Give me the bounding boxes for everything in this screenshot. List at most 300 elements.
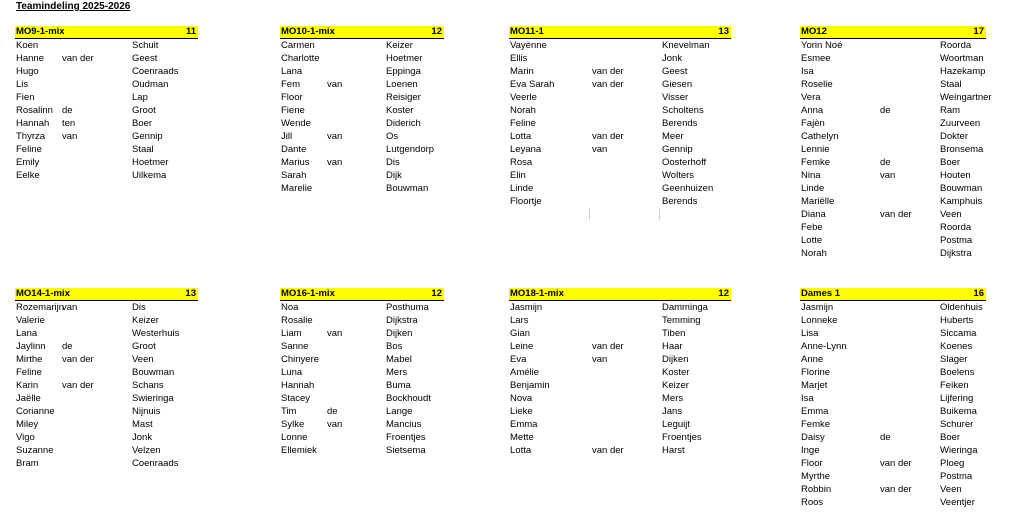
player-last-name: Staal <box>940 79 962 90</box>
player-last-name: Roorda <box>940 222 972 233</box>
player-last-name: Siccama <box>940 328 977 339</box>
team-name: MO9-1-mix <box>16 26 65 37</box>
player-last-name: Schans <box>132 380 164 391</box>
player-last-name: Westerhuis <box>132 328 180 339</box>
player-row <box>800 182 986 195</box>
player-row <box>800 392 986 405</box>
player-first-name: Stacey <box>281 393 311 404</box>
player-last-name: Hoetmer <box>132 157 169 168</box>
player-last-name: Buma <box>386 380 411 391</box>
player-last-name: Ram <box>940 105 961 116</box>
player-row <box>800 65 986 78</box>
player-last-name: Kamphuis <box>940 196 983 207</box>
team-name: MO12 <box>801 26 827 37</box>
player-tussenvoegsel: van <box>327 79 343 90</box>
player-tussenvoegsel: van der <box>880 484 912 495</box>
player-first-name: Diana <box>801 209 826 220</box>
player-row <box>15 104 198 117</box>
player-row <box>800 470 986 483</box>
player-row <box>509 314 731 327</box>
player-last-name: Mast <box>132 419 153 430</box>
player-tussenvoegsel: van der <box>62 380 94 391</box>
player-row <box>509 169 731 182</box>
player-row <box>280 52 444 65</box>
player-first-name: Robbin <box>801 484 832 495</box>
player-row <box>280 340 444 353</box>
player-first-name: Mette <box>510 432 534 443</box>
player-first-name: Rosalie <box>281 315 313 326</box>
player-first-name: Valerie <box>16 315 45 326</box>
team-player-count: 13 <box>185 288 196 299</box>
player-last-name: Koster <box>386 105 414 116</box>
player-row <box>800 314 986 327</box>
player-row <box>280 418 444 431</box>
player-row <box>800 444 986 457</box>
player-first-name: Ellemiek <box>281 445 317 456</box>
player-last-name: Diderich <box>386 118 421 129</box>
player-first-name: Amélie <box>510 367 540 378</box>
player-first-name: Lars <box>510 315 529 326</box>
player-row <box>280 78 444 91</box>
team-player-count: 12 <box>431 288 442 299</box>
team-header <box>509 288 731 301</box>
player-last-name: Tiben <box>662 328 686 339</box>
player-first-name: Cathelyn <box>801 131 839 142</box>
player-row <box>509 327 731 340</box>
player-last-name: Roorda <box>940 40 972 51</box>
player-first-name: Fem <box>281 79 300 90</box>
player-last-name: Weingartner <box>940 92 992 103</box>
player-last-name: Geest <box>132 53 158 64</box>
player-first-name: Lieke <box>510 406 533 417</box>
player-first-name: Lana <box>16 328 38 339</box>
player-row <box>15 169 198 182</box>
player-first-name: Noa <box>281 302 299 313</box>
player-last-name: Lap <box>132 92 148 103</box>
player-row <box>15 130 198 143</box>
player-first-name: Roselie <box>801 79 833 90</box>
player-row <box>800 247 986 260</box>
player-row <box>509 91 731 104</box>
player-first-name: Vera <box>801 92 821 103</box>
player-last-name: Leguijt <box>662 419 690 430</box>
player-tussenvoegsel: ten <box>62 118 76 129</box>
player-first-name: Nina <box>801 170 821 181</box>
player-row <box>800 195 986 208</box>
player-first-name: Rosa <box>510 157 533 168</box>
player-first-name: Linde <box>510 183 534 194</box>
player-tussenvoegsel: van der <box>592 131 624 142</box>
player-first-name: Myrthe <box>801 471 831 482</box>
player-last-name: Groot <box>132 105 156 116</box>
player-last-name: Froentjes <box>386 432 426 443</box>
player-tussenvoegsel: van der <box>592 445 624 456</box>
player-first-name: Elin <box>510 170 526 181</box>
player-row <box>509 39 731 52</box>
player-tussenvoegsel: van der <box>592 66 624 77</box>
player-first-name: Rozemarijn <box>16 302 65 313</box>
player-first-name: Lotta <box>510 131 532 142</box>
player-row <box>509 52 731 65</box>
player-row <box>15 418 198 431</box>
player-last-name: Os <box>386 131 399 142</box>
player-first-name: Vayènne <box>510 40 547 51</box>
player-first-name: Anne <box>801 354 824 365</box>
player-tussenvoegsel: de <box>880 432 891 443</box>
team-name: MO16-1-mix <box>281 288 335 299</box>
player-last-name: Zuurveen <box>940 118 981 129</box>
player-tussenvoegsel: van <box>327 419 343 430</box>
player-row <box>800 457 986 470</box>
player-row <box>15 143 198 156</box>
player-last-name: Ploeg <box>940 458 965 469</box>
player-first-name: Hugo <box>16 66 39 77</box>
player-last-name: Giesen <box>662 79 693 90</box>
player-last-name: Boer <box>132 118 153 129</box>
player-last-name: Bockhoudt <box>386 393 431 404</box>
player-first-name: Leine <box>510 341 534 352</box>
player-first-name: Vigo <box>16 432 35 443</box>
player-row <box>509 65 731 78</box>
player-first-name: Febe <box>801 222 823 233</box>
player-row <box>800 340 986 353</box>
player-last-name: Wolters <box>662 170 695 181</box>
team-block-mo18 <box>509 288 731 457</box>
player-first-name: Eva Sarah <box>510 79 555 90</box>
team-block-mo14 <box>15 288 198 470</box>
player-row <box>800 91 992 104</box>
player-first-name: Dante <box>281 144 307 155</box>
player-last-name: Dijken <box>662 354 689 365</box>
player-first-name: Charlotte <box>281 53 320 64</box>
player-last-name: Hoetmer <box>386 53 423 64</box>
player-row <box>280 431 444 444</box>
player-last-name: Mers <box>386 367 408 378</box>
player-last-name: Geenhuizen <box>662 183 714 194</box>
player-first-name: Lotta <box>510 445 532 456</box>
player-first-name: Hannah <box>16 118 50 129</box>
player-first-name: Lennie <box>801 144 830 155</box>
player-row <box>509 182 731 195</box>
player-last-name: Mers <box>662 393 684 404</box>
player-last-name: Bouwman <box>940 183 983 194</box>
player-last-name: Feiken <box>940 380 969 391</box>
player-row <box>280 327 444 340</box>
player-last-name: Huberts <box>940 315 974 326</box>
player-first-name: Isa <box>801 66 814 77</box>
player-row <box>15 379 198 392</box>
player-last-name: Koster <box>662 367 690 378</box>
team-name: MO18-1-mix <box>510 288 564 299</box>
player-row <box>800 405 986 418</box>
player-row <box>15 340 198 353</box>
player-row <box>280 182 444 195</box>
player-last-name: Jonk <box>132 432 153 443</box>
player-row <box>800 353 986 366</box>
player-tussenvoegsel: van der <box>880 209 912 220</box>
player-row <box>509 301 731 314</box>
player-first-name: Florine <box>801 367 831 378</box>
player-first-name: Norah <box>801 248 827 259</box>
player-tussenvoegsel: van der <box>880 458 912 469</box>
player-last-name: Postma <box>940 471 973 482</box>
player-row <box>280 39 444 52</box>
team-name: MO14-1-mix <box>16 288 70 299</box>
player-first-name: Jasmijn <box>510 302 543 313</box>
team-header <box>509 26 731 39</box>
player-first-name: Thyrza <box>16 131 46 142</box>
player-row <box>509 117 731 130</box>
player-first-name: Lotte <box>801 235 823 246</box>
player-row <box>800 169 986 182</box>
player-last-name: Jans <box>662 406 683 417</box>
player-tussenvoegsel: van <box>327 328 343 339</box>
player-first-name: Veerle <box>510 92 537 103</box>
player-last-name: Dijken <box>386 328 413 339</box>
player-first-name: Mirthe <box>16 354 43 365</box>
player-first-name: Fajèn <box>801 118 825 129</box>
player-row <box>280 353 444 366</box>
player-row <box>15 91 198 104</box>
player-tussenvoegsel: van <box>62 302 78 313</box>
player-first-name: Tim <box>281 406 297 417</box>
player-last-name: Keizer <box>132 315 159 326</box>
player-last-name: Veen <box>940 484 962 495</box>
player-row <box>15 78 198 91</box>
player-last-name: Nijnuis <box>132 406 161 417</box>
team-player-count: 13 <box>718 26 729 37</box>
player-last-name: Oudman <box>132 79 169 90</box>
player-tussenvoegsel: van <box>327 131 343 142</box>
player-last-name: Froentjes <box>662 432 702 443</box>
player-last-name: Buikema <box>940 406 977 417</box>
player-row <box>280 130 444 143</box>
team-block-mo11 <box>509 26 731 208</box>
player-last-name: Boelens <box>940 367 975 378</box>
page-title: Teamindeling 2025-2026 <box>16 1 131 12</box>
player-first-name: Jaëlle <box>16 393 41 404</box>
player-last-name: Slager <box>940 354 968 365</box>
player-last-name: Coenraads <box>132 458 179 469</box>
player-row <box>509 405 731 418</box>
player-row <box>280 392 444 405</box>
player-first-name: Roos <box>801 497 824 508</box>
player-first-name: Lonne <box>281 432 308 443</box>
player-last-name: Eppinga <box>386 66 421 77</box>
player-first-name: Suzanne <box>16 445 54 456</box>
player-row <box>509 195 731 208</box>
player-row <box>800 366 986 379</box>
player-last-name: Koenes <box>940 341 973 352</box>
team-player-count: 12 <box>431 26 442 37</box>
player-last-name: Bouwman <box>386 183 429 194</box>
player-row <box>280 117 444 130</box>
player-row <box>509 444 731 457</box>
player-last-name: Uilkema <box>132 170 167 181</box>
player-row <box>800 78 986 91</box>
team-block-mo9 <box>15 26 198 182</box>
player-first-name: Yorin Noé <box>801 40 843 51</box>
player-first-name: Rosalinn <box>16 105 53 116</box>
player-last-name: Harst <box>662 445 685 456</box>
player-first-name: Linde <box>801 183 825 194</box>
team-header <box>280 288 444 301</box>
player-first-name: Esmee <box>801 53 831 64</box>
player-tussenvoegsel: de <box>880 157 891 168</box>
player-last-name: Velzen <box>132 445 161 456</box>
team-name: MO11-1 <box>510 26 544 37</box>
player-row <box>280 444 444 457</box>
player-first-name: Lonneke <box>801 315 838 326</box>
player-row <box>800 130 986 143</box>
cell-gridline <box>589 208 590 220</box>
player-tussenvoegsel: van <box>592 354 608 365</box>
player-last-name: Schurer <box>940 419 974 430</box>
player-first-name: Mariëlle <box>801 196 835 207</box>
player-first-name: Feline <box>16 144 42 155</box>
player-first-name: Marjet <box>801 380 828 391</box>
player-row <box>280 169 444 182</box>
player-tussenvoegsel: de <box>62 105 73 116</box>
player-first-name: Bram <box>16 458 39 469</box>
player-row <box>280 314 444 327</box>
player-last-name: Sietsema <box>386 445 426 456</box>
player-last-name: Wieringa <box>940 445 978 456</box>
player-first-name: Lisa <box>801 328 819 339</box>
player-last-name: Keizer <box>662 380 689 391</box>
player-tussenvoegsel: de <box>880 105 891 116</box>
team-player-count: 17 <box>973 26 984 37</box>
player-first-name: Jasmijn <box>801 302 834 313</box>
player-last-name: Lutgendorp <box>386 144 435 155</box>
player-first-name: Sylke <box>281 419 305 430</box>
player-row <box>800 418 986 431</box>
player-row <box>800 234 986 247</box>
team-name: MO10-1-mix <box>281 26 335 37</box>
player-last-name: Schuit <box>132 40 159 51</box>
team-block-mo16 <box>280 288 444 457</box>
player-first-name: Eva <box>510 354 527 365</box>
player-tussenvoegsel: van der <box>62 53 94 64</box>
player-first-name: Marius <box>281 157 310 168</box>
player-row <box>280 379 444 392</box>
player-last-name: Dijk <box>386 170 402 181</box>
player-last-name: Oosterhoff <box>662 157 707 168</box>
player-row <box>800 104 986 117</box>
player-row <box>509 143 731 156</box>
player-first-name: Marelie <box>281 183 313 194</box>
player-last-name: Boer <box>940 432 961 443</box>
player-row <box>15 65 198 78</box>
player-last-name: Woortman <box>940 53 984 64</box>
player-first-name: Fien <box>16 92 35 103</box>
player-first-name: Daisy <box>801 432 825 443</box>
player-first-name: Karin <box>16 380 39 391</box>
player-last-name: Visser <box>662 92 689 103</box>
player-first-name: Ellis <box>510 53 528 64</box>
player-row <box>509 78 731 91</box>
player-first-name: Floor <box>801 458 823 469</box>
player-row <box>509 366 731 379</box>
player-row <box>280 91 444 104</box>
player-row <box>800 379 986 392</box>
player-row <box>800 156 986 169</box>
player-tussenvoegsel: van <box>592 144 608 155</box>
player-first-name: Luna <box>281 367 303 378</box>
player-tussenvoegsel: van <box>327 157 343 168</box>
player-first-name: Anne-Lynn <box>801 341 847 352</box>
player-row <box>15 39 198 52</box>
player-first-name: Hanne <box>16 53 44 64</box>
player-first-name: Carmen <box>281 40 315 51</box>
player-first-name: Lis <box>16 79 29 90</box>
team-player-count: 12 <box>718 288 729 299</box>
player-row <box>15 117 198 130</box>
player-last-name: Groot <box>132 341 156 352</box>
player-row <box>509 104 731 117</box>
player-last-name: Dijkstra <box>940 248 972 259</box>
player-last-name: Reisiger <box>386 92 421 103</box>
player-first-name: Feline <box>16 367 42 378</box>
player-tussenvoegsel: de <box>327 406 338 417</box>
team-block-dames1 <box>800 288 986 509</box>
player-last-name: Gennip <box>662 144 693 155</box>
player-row <box>280 156 444 169</box>
player-first-name: Anna <box>801 105 824 116</box>
player-last-name: Lange <box>386 406 413 417</box>
player-row <box>280 65 444 78</box>
player-row <box>800 483 986 496</box>
player-row <box>800 117 986 130</box>
player-last-name: Berends <box>662 118 698 129</box>
player-first-name: Fiene <box>281 105 305 116</box>
player-row <box>509 156 731 169</box>
cell-gridline <box>659 208 660 220</box>
team-header <box>800 288 986 301</box>
player-first-name: Lana <box>281 66 303 77</box>
player-first-name: Sarah <box>281 170 307 181</box>
player-row <box>280 104 444 117</box>
player-last-name: Staal <box>132 144 154 155</box>
player-first-name: Liam <box>281 328 302 339</box>
player-row <box>800 496 986 509</box>
player-last-name: Gennip <box>132 131 163 142</box>
player-first-name: Jill <box>281 131 293 142</box>
player-row <box>509 379 731 392</box>
player-first-name: Emma <box>510 419 538 430</box>
player-last-name: Dokter <box>940 131 968 142</box>
player-tussenvoegsel: de <box>62 341 73 352</box>
player-tussenvoegsel: van der <box>62 354 94 365</box>
player-last-name: Damminga <box>662 302 708 313</box>
player-row <box>509 431 731 444</box>
team-player-count: 11 <box>185 26 196 37</box>
player-row <box>280 143 444 156</box>
player-last-name: Bronsema <box>940 144 984 155</box>
player-first-name: Gian <box>510 328 531 339</box>
player-row <box>280 366 444 379</box>
player-first-name: Inge <box>801 445 820 456</box>
player-last-name: Boer <box>940 157 961 168</box>
player-tussenvoegsel: van der <box>592 79 624 90</box>
player-last-name: Dis <box>132 302 146 313</box>
team-header <box>800 26 986 39</box>
player-first-name: Floortje <box>510 196 542 207</box>
team-header <box>280 26 444 39</box>
player-tussenvoegsel: van der <box>592 341 624 352</box>
player-last-name: Veentjer <box>940 497 975 508</box>
player-first-name: Chinyere <box>281 354 320 365</box>
